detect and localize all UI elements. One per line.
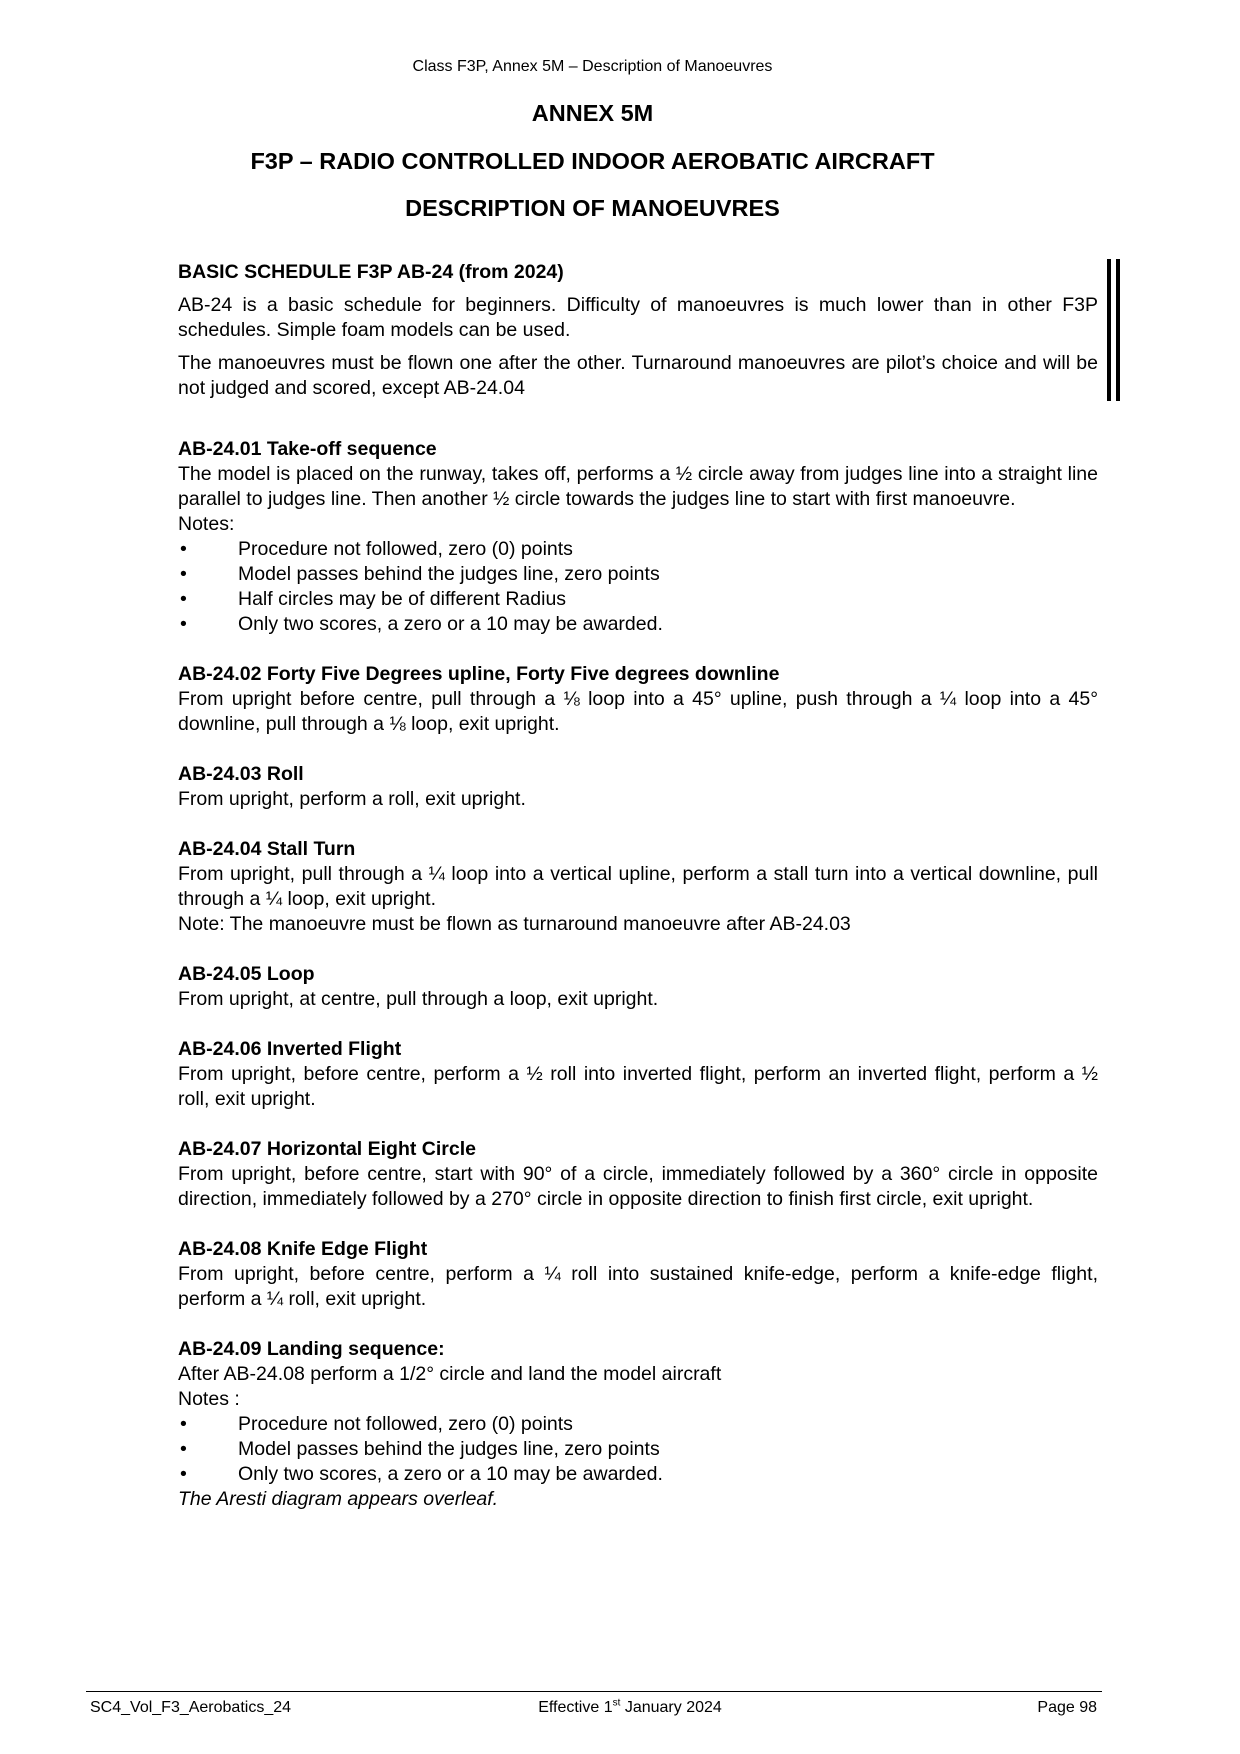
note-text: Only two scores, a zero or a 10 may be awarded. xyxy=(238,1463,663,1485)
schedule-heading: BASIC SCHEDULE F3P AB-24 (from 2024) xyxy=(178,261,564,283)
footer-rule xyxy=(86,1691,1102,1692)
manoeuvre-description: Note: The manoeuvre must be flown as turnaround manoeuvre after AB-24.03 xyxy=(178,913,851,935)
note-text: Only two scores, a zero or a 10 may be awarded. xyxy=(238,613,663,635)
intro-paragraph-2: The manoeuvres must be flown one after the other. Turnaround manoeuvres are pilot’s choice and will be not judged and scored, except AB-24.04 xyxy=(178,352,1098,399)
bullet-icon: • xyxy=(180,538,187,560)
manoeuvre-title: AB-24.04 Stall Turn xyxy=(178,838,356,860)
bullet-icon: • xyxy=(180,613,187,635)
manoeuvre-section xyxy=(178,1037,1098,1112)
manoeuvre-section xyxy=(178,1137,1098,1212)
document-body xyxy=(178,260,1098,1512)
manoeuvre-title: AB-24.02 Forty Five Degrees upline, Forty Five degrees downline xyxy=(178,663,780,685)
list-item xyxy=(178,1437,1098,1462)
list-item xyxy=(178,1412,1098,1437)
note-text: Procedure not followed, zero (0) points xyxy=(238,1413,573,1435)
manoeuvre-description: Notes : xyxy=(178,1388,240,1410)
footer-document-id: SC4_Vol_F3_Aerobatics_24 xyxy=(90,1699,292,1716)
closing-note: The Aresti diagram appears overleaf. xyxy=(178,1488,499,1510)
class-title: F3P – RADIO CONTROLLED INDOOR AEROBATIC AIRCRAFT xyxy=(250,148,935,174)
manoeuvre-title: AB-24.05 Loop xyxy=(178,963,315,985)
manoeuvre-title: AB-24.01 Take-off sequence xyxy=(178,438,437,460)
note-text: Model passes behind the judges line, zero points xyxy=(238,1438,660,1460)
manoeuvre-description: From upright, at centre, pull through a loop, exit upright. xyxy=(178,988,659,1010)
annex-title: ANNEX 5M xyxy=(531,100,654,126)
intro-paragraph-1: AB-24 is a basic schedule for beginners. Difficulty of manoeuvres is much lower than in other F3P schedules. Simple foam models can be used. xyxy=(178,294,1098,341)
list-item xyxy=(178,537,1098,562)
section-title: DESCRIPTION OF MANOEUVRES xyxy=(405,195,780,221)
manoeuvre-section xyxy=(178,762,1098,812)
note-text: Model passes behind the judges line, zero points xyxy=(238,563,660,585)
manoeuvre-section xyxy=(178,662,1098,737)
bullet-icon: • xyxy=(180,1438,187,1460)
manoeuvre-list xyxy=(178,437,1098,1487)
manoeuvre-section xyxy=(178,437,1098,637)
manoeuvre-title: AB-24.06 Inverted Flight xyxy=(178,1038,402,1060)
manoeuvre-description: From upright, pull through a ¼ loop into a vertical upline, perform a stall turn into a vertical downline, pull through a ¼ loop, exit upright. xyxy=(178,863,1098,910)
notes-list xyxy=(178,537,1098,637)
manoeuvre-description: From upright before centre, pull through a ⅛ loop into a 45° upline, push through a ¼ loop into a 45° downline, pull through a ⅛ loop, exit upright. xyxy=(178,688,1098,735)
list-item xyxy=(178,562,1098,587)
manoeuvre-title: AB-24.08 Knife Edge Flight xyxy=(178,1238,428,1260)
note-text: Procedure not followed, zero (0) points xyxy=(238,538,573,560)
revision-change-bar xyxy=(1107,259,1121,401)
manoeuvre-description: From upright, perform a roll, exit upright. xyxy=(178,788,526,810)
list-item xyxy=(178,1462,1098,1487)
manoeuvre-description: From upright, before centre, perform a ¼ roll into sustained knife-edge, perform a knife-edge flight, perform a ¼ roll, exit upright. xyxy=(178,1263,1098,1310)
footer-effective-date: Effective 1st January 2024 xyxy=(538,1697,722,1716)
note-text: Half circles may be of different Radius xyxy=(238,588,567,610)
list-item xyxy=(178,587,1098,612)
manoeuvre-section xyxy=(178,837,1098,937)
manoeuvre-section xyxy=(178,962,1098,1012)
manoeuvre-section xyxy=(178,1237,1098,1312)
footer-page-number: Page 98 xyxy=(1037,1699,1097,1716)
manoeuvre-description: The model is placed on the runway, takes off, performs a ½ circle away from judges line into a straight line parallel to judges line. Then another ½ circle towards the judges line to start with first manoeuvre. xyxy=(178,463,1098,510)
manoeuvre-title: AB-24.09 Landing sequence: xyxy=(178,1338,445,1360)
manoeuvre-description: From upright, before centre, start with 90° of a circle, immediately followed by a 360° circle in opposite direction, immediately followed by a 270° circle in opposite direction to finish first circle, exit upright. xyxy=(178,1163,1098,1210)
manoeuvre-title: AB-24.03 Roll xyxy=(178,763,304,785)
notes-list xyxy=(178,1412,1098,1487)
bullet-icon: • xyxy=(180,1463,187,1485)
manoeuvre-section xyxy=(178,1337,1098,1487)
bullet-icon: • xyxy=(180,1413,187,1435)
bullet-icon: • xyxy=(180,588,187,610)
running-header: Class F3P, Annex 5M – Description of Manoeuvres xyxy=(412,58,773,75)
list-item xyxy=(178,612,1098,637)
manoeuvre-title: AB-24.07 Horizontal Eight Circle xyxy=(178,1138,476,1160)
manoeuvre-description: Notes: xyxy=(178,513,235,535)
bullet-icon: • xyxy=(180,563,187,585)
manoeuvre-description: After AB-24.08 perform a 1/2° circle and land the model aircraft xyxy=(178,1363,722,1385)
manoeuvre-description: From upright, before centre, perform a ½ roll into inverted flight, perform an inverted flight, perform a ½ roll, exit upright. xyxy=(178,1063,1098,1110)
